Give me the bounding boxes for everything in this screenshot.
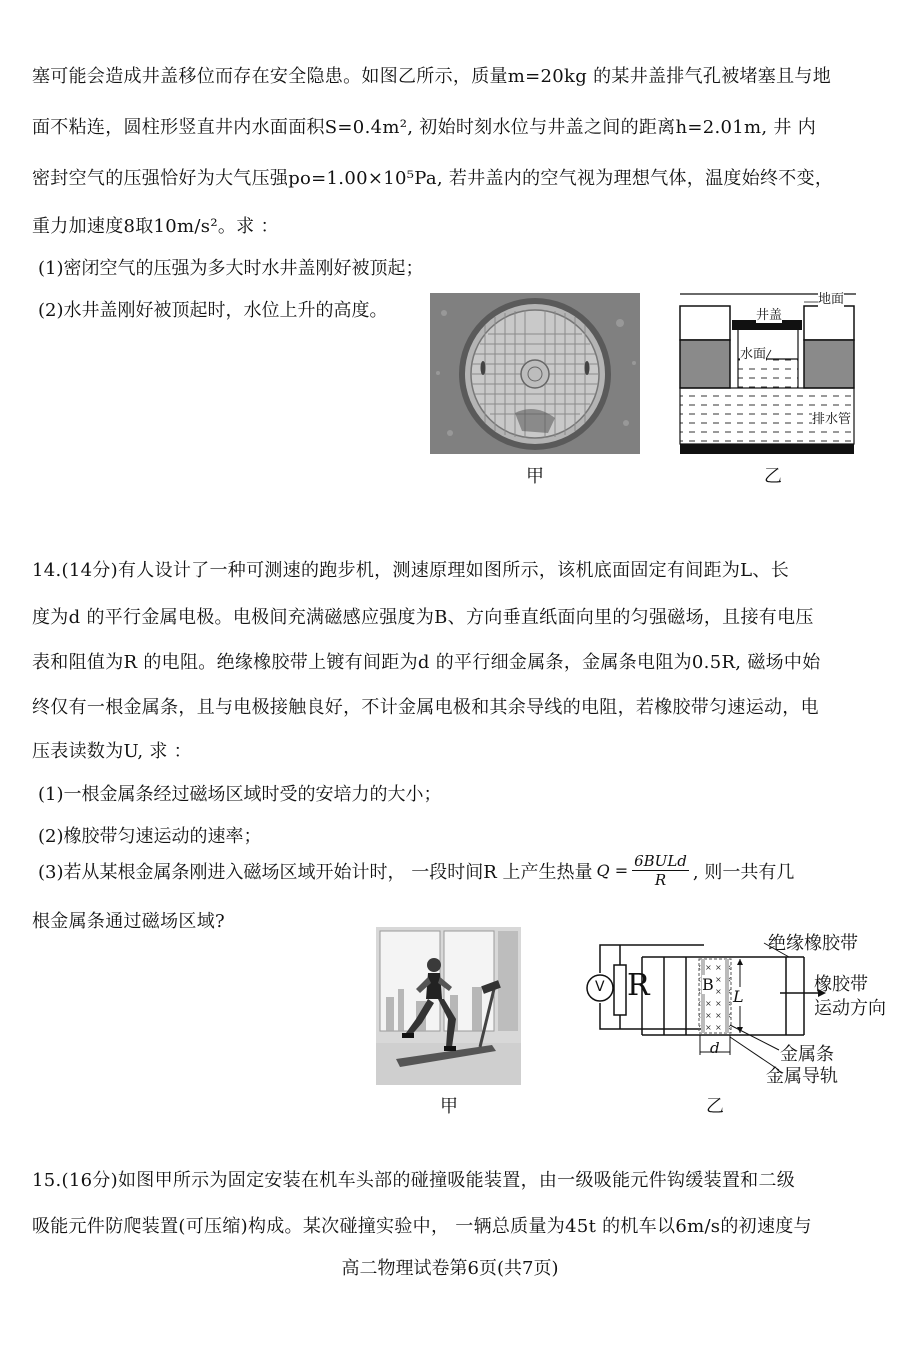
q14-subquestion-3 <box>38 852 794 889</box>
metal-rail-label: 金属导轨 <box>766 1066 838 1087</box>
q14-line-3: 表和阻值为R 的电阻。绝缘橡胶带上镀有间距为d 的平行细金属条，金属条电阻为0.5R, 磁场中始 <box>32 652 821 673</box>
q13-line-4: 重力加速度8取10m/s²。求 ： <box>32 216 279 237</box>
belt-direction-label-2: 运动方向 <box>814 998 886 1019</box>
q13-figure-yi-caption: 乙 <box>764 466 782 487</box>
heat-formula <box>597 852 693 889</box>
heat-formula-denominator: R <box>654 871 667 889</box>
manhole-cover-photo <box>430 293 640 454</box>
metal-strip-label: 金属条 <box>780 1044 834 1065</box>
rubber-belt-label: 绝缘橡胶带 <box>768 933 858 954</box>
q13-line-3: 密封空气的压强恰好为大气压强po=1.00×10⁵Pa, 若井盖内的空气视为理想气体，温度始终不变， <box>32 168 834 189</box>
q13-line-1: 塞可能会造成井盖移位而存在安全隐患。如图乙所示，质量m=20kg 的某井盖排气孔被堵塞且与地 <box>32 66 832 87</box>
q13-subquestion-1: (1)密闭空气的压强为多大时水井盖刚好被顶起； <box>38 258 424 279</box>
q14-figure-jia-caption: 甲 <box>440 1096 458 1117</box>
q14-sub3-tail: , 则一共有几 <box>692 861 795 883</box>
heat-formula-fraction <box>632 852 689 889</box>
resistor-label: R <box>627 968 650 1003</box>
q13-subquestion-2: (2)水井盖刚好被顶起时，水位上升的高度。 <box>38 300 388 321</box>
treadmill-runner-photo <box>376 927 521 1085</box>
diagram-label-cover: 井盖 <box>756 304 782 323</box>
q15-line-2: 吸能元件防爬装置(可压缩)构成。某次碰撞实验中， 一辆总质量为45t 的机车以6m/s的初速度与 <box>32 1216 812 1237</box>
length-l-label: L <box>733 987 744 1006</box>
q13-line-2: 面不粘连，圆柱形竖直井内水面面积S=0.4m², 初始时刻水位与井盖之间的距离h=2.01m, 井 内 <box>32 117 817 138</box>
q14-line-1: 14.(14分)有人设计了一种可测速的跑步机，测速原理如图所示，该机底面固定有间距为L、长 <box>32 560 790 581</box>
magnetic-field-b-label: B <box>702 975 714 994</box>
spacing-d-label: d <box>710 1039 720 1057</box>
q14-sub3-text: (3)若从某根金属条刚进入磁场区域开始计时， 一段时间R 上产生热量 <box>38 861 593 883</box>
q14-subquestion-2: (2)橡胶带匀速运动的速率； <box>38 826 262 847</box>
diagram-label-water-surface: 水面 <box>740 343 766 362</box>
diagram-label-ground: 地面 <box>818 288 844 307</box>
q14-sub3-continuation: 根金属条通过磁场区域? <box>32 911 225 932</box>
heat-formula-q: Q = <box>596 861 629 880</box>
heat-formula-numerator: 6BULd <box>634 852 687 870</box>
diagram-label-drain-pipe: 排水管 <box>812 408 851 427</box>
q14-subquestion-1: (1)一根金属条经过磁场区域时受的安培力的大小； <box>38 784 442 805</box>
q14-line-2: 度为d 的平行金属电极。电极间充满磁感应强度为B、方向垂直纸面向里的匀强磁场，且接有电压 <box>32 607 814 628</box>
q14-figure-yi-caption: 乙 <box>706 1096 724 1117</box>
q15-line-1: 15.(16分)如图甲所示为固定安装在机车头部的碰撞吸能装置，由一级吸能元件钩缓装置和二级 <box>32 1170 796 1191</box>
page-footer: 高二物理试卷第6页(共7页) <box>341 1258 559 1279</box>
q14-line-4: 终仅有一根金属条，且与电极接触良好，不计金属电极和其余导线的电阻，若橡胶带匀速运动，电 <box>32 697 819 718</box>
belt-direction-label-1: 橡胶带 <box>814 974 868 995</box>
voltmeter-label: V <box>595 979 605 995</box>
q14-line-5: 压表读数为U, 求 ： <box>32 741 192 762</box>
q13-figure-jia-caption: 甲 <box>526 466 544 487</box>
